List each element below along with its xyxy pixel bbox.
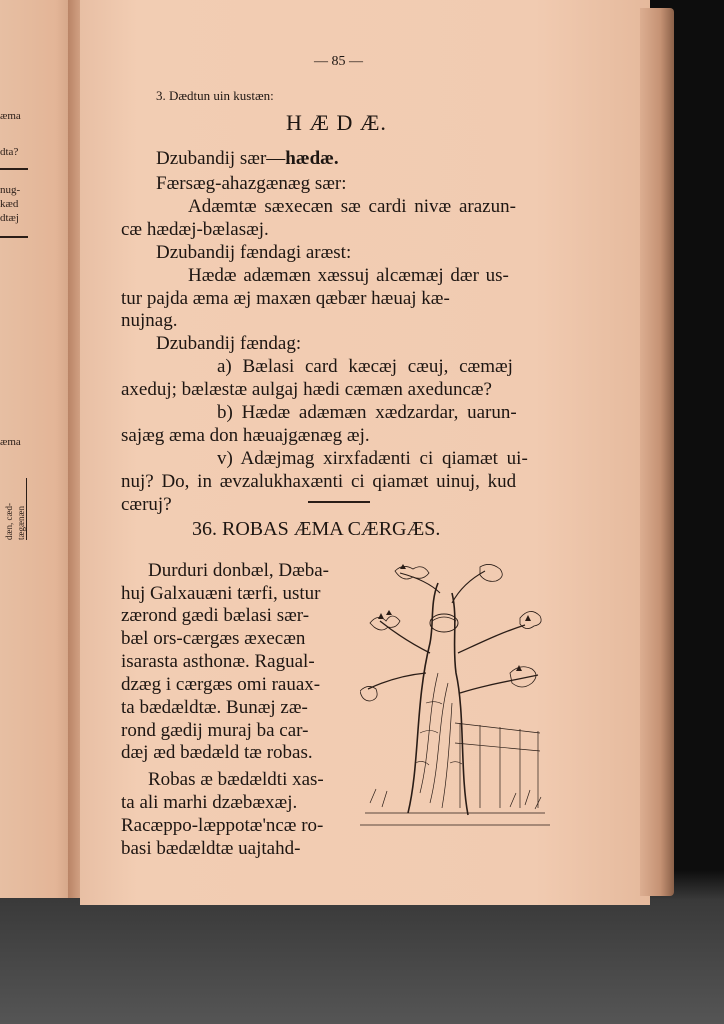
text-line: Hædæ adæmæn xæssuj alcæmæj dær us- [188, 265, 509, 286]
text-line: Adæmtæ sæxecæn sæ cardi nivæ arazun- [188, 196, 516, 217]
story-line: Racæppo-læppotæ'ncæ ro- [121, 815, 324, 836]
text-line: Færsæg-ahazgænæg sær: [156, 173, 347, 194]
lesson-heading: 3. Dædtun uin kustæn: [156, 88, 274, 103]
page-number: — 85 — [314, 54, 363, 69]
left-rule [0, 168, 28, 170]
story-line: Robas æ bædældti xas- [148, 769, 324, 790]
left-rule [26, 478, 27, 540]
text-segment: Dzubandij sær— [156, 148, 286, 169]
left-fragment: dtæj [0, 212, 19, 224]
text-line: cæruj? [121, 494, 172, 515]
text-line: cæ hædæj-bælasæj. [121, 219, 269, 240]
left-rule [0, 236, 28, 238]
story-line: isarasta asthonæ. Ragual- [121, 651, 315, 672]
left-fragment: kæd [0, 198, 19, 210]
text-line [156, 148, 339, 170]
story-line: rond gædij muraj ba car- [121, 720, 309, 741]
text-line: tur pajda æma æj maxæn qæbær hæuaj kæ- [121, 288, 450, 309]
text-line: b) Hædæ adæmæn xædzardar, uarun- [217, 402, 517, 423]
text-line: sajæg æma don hæuajgænæg æj. [121, 425, 370, 446]
left-fragment: nug- [0, 184, 21, 196]
story-line: Durduri donbæl, Dæba- [148, 560, 330, 581]
text-line: nujnag. [121, 310, 178, 331]
keyword: hædæ. [285, 148, 339, 169]
story-line: huj Galxauæni tærfi, ustur [121, 583, 321, 604]
tree-drawing [360, 563, 550, 833]
text-line: nuj? Do, in ævzalukhaxænti ci qiamæt uinuj, kud [121, 471, 517, 492]
story-line: ta bædældtæ. Bunæj zæ- [121, 697, 308, 718]
story-line: dæj æd bædæld tæ robas. [121, 742, 313, 763]
story-line: ta ali marhi dzæbæxæj. [121, 792, 298, 813]
tree-illustration [360, 563, 550, 833]
story-line: basi bædældtæ uajtahd- [121, 838, 301, 859]
text-line: axeduj; bælæstæ aulgaj hædi cæmæn axeduncæ? [121, 379, 492, 400]
left-fragment-rotated: dæn, cæd- [4, 503, 14, 540]
left-fragment-rotated: tægænæn [16, 505, 26, 540]
text-line: v) Adæjmag xirxfadænti ci qiamæt ui- [217, 448, 528, 469]
text-line: Dzubandij fændagi aræst: [156, 242, 352, 263]
story-line: bæl ors-cærgæs æxecæn [121, 628, 306, 649]
story-line: dzæg i cærgæs omi rauax- [121, 674, 321, 695]
text-line: a) Bælasi card kæcæj cæuj, cæmæj [217, 356, 513, 377]
story-line: zærond gædi bælasi sær- [121, 605, 310, 626]
left-fragment: æma [0, 436, 21, 448]
left-fragment: æma [0, 110, 21, 122]
left-fragment: dta? [0, 146, 19, 158]
text-line: Dzubandij fændag: [156, 333, 302, 354]
section-divider [308, 501, 370, 503]
word-title: H Æ D Æ. [286, 110, 387, 135]
story-title: 36. ROBAS ÆMA CÆRGÆS. [192, 518, 441, 540]
page-edge [640, 8, 674, 896]
